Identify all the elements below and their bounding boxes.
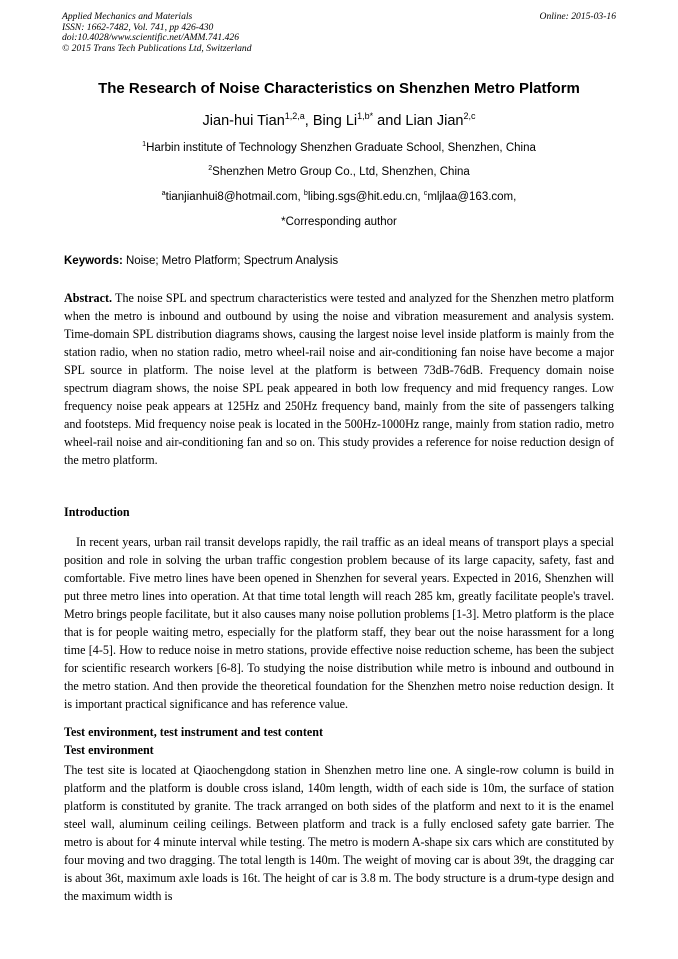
- corresponding-author-note: *Corresponding author: [281, 216, 397, 228]
- affiliation-text: Harbin institute of Technology Shenzhen Graduate School, Shenzhen, China: [146, 142, 536, 154]
- abstract-text: The noise SPL and spectrum characteristics were tested and analyzed for the Shenzhen metro platform when the metro is inbound and outbound by using the noise and vibration measurement and analysis system. Time-domain SPL distribution diagrams shows, causing the largest noise level inside platform is mainly from the station radio, when no station radio, metro wheel-rail noise and air-conditioning fan noise have become a major SPL source in platform. The noise level at the platform is between 73dB-76dB. Frequency domain noise spectrum diagram shows, the noise SPL peak appeared in both low frequency and mid frequency ranges. Low frequency noise peak appears at 125Hz and 250Hz frequency band, mainly from the site of passengers talking and footsteps. Mid frequency noise peak is located in the 500Hz-1000Hz range, mainly from station radio, metro wheel-rail noise and air-conditioning fan and so on. This study provides a reference for noise reduction design of the metro platform.: [64, 291, 614, 468]
- abstract-label: Abstract.: [64, 291, 113, 305]
- author-name: Lian Jian: [405, 113, 464, 129]
- introduction-paragraph: In recent years, urban rail transit develops rapidly, the rail traffic as an ideal means of transport plays a special position and role in solving the urban traffic congestion problem because of its large capacity, safety, fast and comfortable. Five metro lines have been opened in Shenzhen for several years. Expected in 2016, Shenzhen will put three metro lines into operation. At that time total length will reach 285 km, greatly facilitate people's travel. Metro brings people facilitate, but it also causes many noise pollution problems [1-3]. Metro platform is the place that is for people waiting metro, especially for the platform staff, they bear out the noise harassment for a long time [4-5]. How to reduce noise in metro stations, provide effective noise reduction scheme, has been the subject for scientific research workers [6-8]. To studying the noise distribution while metro is inbound and outbound in the metro station. And then provide the theoretical foundation for the Shenzhen metro noise reduction design. It is important practical significance and has reference value.: [64, 535, 614, 712]
- email-superscript: b: [303, 189, 308, 198]
- email-line: [0, 191, 678, 203]
- test-environment-paragraph: The test site is located at Qiaochengdong station in Shenzhen metro line one. A single-row column is build in platform and the platform is double cross island, 140m length, width of each side is 10m, the surface of station platform is constituted by granite. The track arranged on both sides of the platform and next to it is the enamel steel wall, aluminum ceiling ceilings. Between platform and track is a fully enclosed safety gate barrier. The metro is about for 4 minute interval while testing. The metro is modern A-shape six cars which are constituted by four moving and two dragging. The total length is 140m. The weight of moving car is about 39t, the dragging car is about 36t, maximum axle loads is 16t. The height of car is 3.8 m. The body structure is a drum-type design and the maximum width is: [64, 763, 614, 904]
- journal-name: Applied Mechanics and Materials: [62, 11, 193, 22]
- author-separator: and: [373, 113, 406, 129]
- email-address: libing.sgs@hit.edu.cn,: [307, 191, 424, 203]
- keywords-label: Keywords:: [64, 255, 123, 267]
- affiliation-2: [0, 166, 678, 178]
- section-heading: Test environment, test instrument and test content: [64, 725, 323, 739]
- email-superscript: c: [423, 189, 428, 198]
- copyright-line: © 2015 Trans Tech Publications Ltd, Switzerland: [62, 42, 252, 54]
- author-superscript: 2,c: [463, 111, 476, 122]
- keywords-line: [64, 255, 338, 267]
- abstract-paragraph: [64, 289, 614, 469]
- email-superscript: a: [161, 189, 166, 198]
- author-list: [0, 113, 678, 129]
- email-address: mljlaa@163.com,: [427, 191, 517, 203]
- affiliation-text: Shenzhen Metro Group Co., Ltd, Shenzhen, China: [212, 166, 470, 178]
- affiliation-1: [0, 142, 678, 154]
- affiliation-superscript: 2: [208, 164, 213, 173]
- author-separator: ,: [304, 113, 313, 129]
- doi-line: doi:10.4028/www.scientific.net/AMM.741.426: [62, 32, 240, 44]
- introduction-heading: Introduction: [64, 505, 130, 519]
- issn-line: ISSN: 1662-7482, Vol. 741, pp 426-430: [62, 21, 214, 33]
- paper-title: The Research of Noise Characteristics on Shenzhen Metro Platform: [98, 80, 580, 97]
- journal-header: [62, 12, 252, 54]
- email-address: tianjianhui8@hotmail.com,: [165, 191, 304, 203]
- author-superscript: 1,2,a: [284, 111, 305, 122]
- affiliation-superscript: 1: [142, 140, 147, 149]
- online-date: Online: 2015-03-16: [539, 11, 616, 22]
- author-superscript: 1,b*: [357, 111, 374, 122]
- keywords-text: Noise; Metro Platform; Spectrum Analysis: [122, 255, 339, 267]
- author-name: Bing Li: [312, 113, 358, 129]
- subsection-heading: Test environment: [64, 743, 154, 757]
- author-name: Jian-hui Tian: [202, 113, 285, 129]
